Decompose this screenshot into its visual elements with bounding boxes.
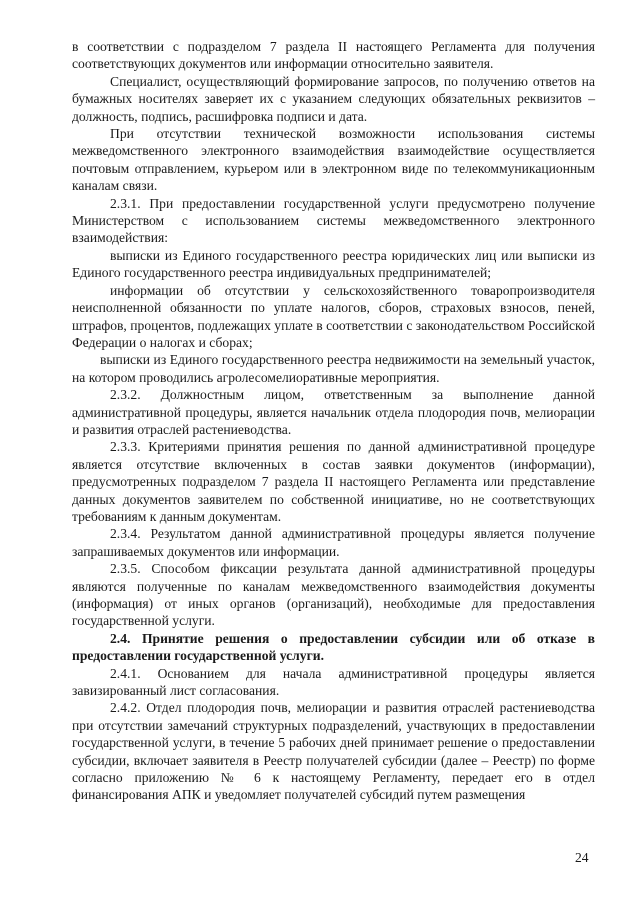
- document-page: [72, 38, 595, 804]
- paragraph-no-technical-possibility: При отсутствии технической возможности использования системы межведомственного электронного взаимодействия взаимодействие осуществляется почтовым отправлением, курьером или в электронном виде по телекоммуникационным каналам связи.: [72, 126, 595, 194]
- paragraph-continuation: в соответствии с подразделом 7 раздела II настоящего Регламента для получения соответствующих документов или информации относительно заявителя.: [72, 39, 595, 72]
- section-heading-2-4: 2.4. Принятие решения о предоставлении субсидии или об отказе в предоставлении государственной услуги.: [72, 630, 595, 664]
- list-item-egrn-extract: выписки из Единого государственного реестра недвижимости на земельный участок, на котором проводились агролесомелиоративные мероприятия.: [72, 352, 595, 385]
- paragraph-2-3-3: 2.3.3. Критериями принятия решения по данной административной процедуре является отсутствие включенных в состав заявки документов (информации), предусмотренных подразделом 7 раздела II настоящего Регламента или представление данных документов заявителем по собственной инициативе, но не соответствующих требованиям к данным документам.: [72, 439, 595, 524]
- paragraph-2-3-5: 2.3.5. Способом фиксации результата данной административной процедуры являются полученные по каналам межведомственного взаимодействия документы (информация) от иных органов (организаций), необходимые для предоставления государственной услуги.: [72, 561, 595, 629]
- paragraph-2-3-4: 2.3.4. Результатом данной административной процедуры является получение запрашиваемых документов или информации.: [72, 526, 595, 559]
- list-item-tax-info: информации об отсутствии у сельскохозяйственного товаропроизводителя неисполненной обязанности по уплате налогов, сборов, страховых взносов, пеней, штрафов, процентов, подлежащих уплате в соответствии с законодательством Российской Федерации о налогах и сборах;: [72, 282, 595, 350]
- paragraph-2-4-1: 2.4.1. Основанием для начала административной процедуры является завизированный лист согласования.: [72, 665, 595, 699]
- paragraph-specialist: Специалист, осуществляющий формирование запросов, по получению ответов на бумажных носителях заверяет их с указанием следующих обязательных реквизитов – должность, подпись, расшифровка подписи и дата.: [72, 73, 595, 124]
- paragraph-2-4-2: 2.4.2. Отдел плодородия почв, мелиорации и развития отраслей растениеводства при отсутствии замечаний структурных подразделений, участвующих в предоставлении государственной услуги, в течение 5 рабочих дней принимает решение о предоставлении субсидии, включает заявителя в Реестр получателей субсидии (далее – Реестр) по форме согласно приложению № 6 к настоящему Регламенту, передает его в отдел финансирования АПК и уведомляет получателей субсидий путем размещения: [72, 700, 595, 803]
- page-number: 24: [575, 850, 589, 865]
- paragraph-2-3-1: 2.3.1. При предоставлении государственной услуги предусмотрено получение Министерством с использованием системы межведомственного электронного взаимодействия:: [72, 195, 595, 246]
- list-item-egrul-extract: выписки из Единого государственного реестра юридических лиц или выписки из Единого государственного реестра индивидуальных предпринимателей;: [72, 247, 595, 281]
- paragraph-2-3-2: 2.3.2. Должностным лицом, ответственным за выполнение данной административной процедуры, является начальник отдела плодородия почв, мелиорации и развития отраслей растениеводства.: [72, 387, 595, 437]
